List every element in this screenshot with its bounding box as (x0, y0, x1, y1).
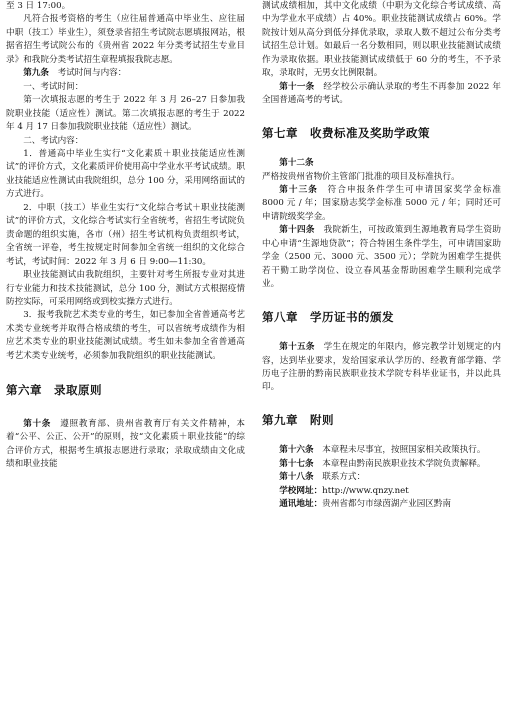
article-15 (262, 341, 501, 395)
exam-item-1: 1．普通高中毕业生实行“文化素质＋职业技能适应性测试”的评价方式，文化素质评价使用高中学业水平考试成绩。职业技能适应性测试由我院组织，总分 100 分，采用网络面试的方式进行。 (6, 148, 245, 200)
article-11-text: 经学校公示确认录取的考生不再参加 2022 年全国普通高考的考试。 (262, 81, 501, 106)
date-end-text: 至 3 日 17:00。 (6, 1, 71, 11)
article-12 (262, 157, 501, 184)
article-18 (262, 471, 501, 484)
chapter-7-title: 第七章 收费标准及奖助学政策 (262, 125, 430, 140)
chapter-8-title: 第八章 学历证书的颁发 (262, 309, 394, 324)
section-exam-time: 一、考试时间： (23, 81, 84, 92)
mailing-address (262, 498, 501, 511)
article-13 (262, 184, 501, 224)
chapter-6-title: 第六章 录取原则 (6, 383, 102, 398)
school-website (262, 485, 501, 498)
article-16 (262, 444, 501, 457)
article-9 (6, 67, 245, 80)
article-10-text: 遵照教育部、贵州省教育厅有关文件精神，本着“公平、公正、公开”的原则，按“文化素质＋职业技能”的综合评价方式，根据考生填报志愿进行录取；录取成绩由文化成绩和职业技能 (6, 418, 245, 470)
address-label: 通讯地址： (279, 499, 323, 510)
admission-continued: 测试成绩相加，其中文化成绩（中职为文化综合考试成绩、高中为学业水平成绩）占 40%。职业技能测试成绩占 60%。学院按计划从高分到低分择优录取，录取人数不超过公布分类考试招生总计划。如最后一名分数相同，则以职业技能测试成绩作为录取依据。职业技能测试成绩低于 60 分的考生，不予录取，录取时，无男女比例限制。 (262, 1, 501, 79)
article-12-label: 第十二条 (279, 158, 314, 169)
article-14-text: 我院新生，可按政策到生源地教育局学生资助中心申请“生源地贷款”；符合特困生条件学生，可申请国家助学金（2500 元、3000 元、3500 元）；学院为困难学生提供若干勤工助学岗位、设立春风基金帮助困难学生顺利完成学业。 (262, 225, 501, 290)
article-16-text: 本章程未尽事宜，按照国家相关政策执行。 (322, 445, 486, 456)
article-15-label: 第十五条 (279, 342, 315, 353)
article-11-label: 第十一条 (279, 81, 315, 92)
right-column (262, 0, 501, 512)
article-9-label: 第九条 (23, 68, 49, 79)
intro-paragraph: 凡符合报考资格的考生（应往届普通高中毕业生、应往届中职（技工）毕业生），须登录省招生考试院志愿填报网站，根据省招生考试院公布的《贵州省 2022 年分类考试招生专业目录》和我院分类考试招生章程填报我院志愿。 (6, 14, 245, 65)
left-column (6, 0, 245, 472)
website-link[interactable]: http://www.qnzy.net (322, 485, 409, 496)
exam-time-paragraph: 第一次填报志愿的考生于 2022 年 3 月 26–27 日参加我院职业技能（适应性）测试。第二次填报志愿的考生于 2022 年 4 月 17 日参加我院职业技能（适应性）测试。 (6, 95, 245, 133)
article-17 (262, 458, 501, 471)
article-14 (262, 224, 501, 291)
skill-test-paragraph: 职业技能测试由我院组织，主要针对考生所报专业对其进行专业能力和技术技能测试，总分 100 分，测试方式根据疫情防控实际，可采用网络或到校实操方式进行。 (6, 270, 245, 307)
article-13-text: 符合申报条件学生可申请国家奖学金标准 8000 元 / 年；国家励志奖学金标准 5000 元 / 年；同时还可申请院级奖学金。 (262, 184, 501, 222)
article-18-text: 联系方式： (322, 472, 366, 483)
article-18-label: 第十八条 (279, 472, 314, 483)
article-16-label: 第十六条 (279, 445, 314, 456)
article-15-text: 学生在规定的年限内，修完教学计划规定的内容，达到毕业要求，发给国家承认学历的、经教育部学籍、学历电子注册的黔南民族职业技术学院专科毕业证书，并以此具印。 (262, 342, 501, 393)
exam-item-2: 2．中职（技工）毕业生实行“文化综合考试＋职业技能测试”的评价方式，文化综合考试实行全省统考，省招生考试院负责命题的组织实施，各市（州）招生考试机构负责组织考试，全省统一评卷，考生按规定时间参加全省统一组织的文化综合考试，考试时间：2022 年 3 月 6 日 9:00—11:30。 (6, 202, 245, 267)
chapter-9-title: 第九章 附则 (262, 412, 334, 427)
exam-item-3: 3．报考我院艺术类专业的考生，如已参加全省普通高考艺术类专业统考并取得合格成绩的考生，可以省统考成绩作为相应艺术类专业的职业技能测试成绩。考生如未参加全省普通高考艺术类专业统考，必须参加我院组织的职业技能测试。 (6, 310, 245, 361)
website-label: 学校网址： (279, 485, 323, 496)
article-12-text: 严格按贵州省物价主管部门批准的项目及标准执行。 (262, 171, 460, 182)
article-14-label: 第十四条 (279, 225, 315, 236)
address-value: 贵州省都匀市绿茵湖产业园区黔南 (322, 499, 452, 510)
article-17-text: 本章程由黔南民族职业技术学院负责解释。 (322, 458, 486, 469)
article-9-text: 考试时间与内容： (57, 68, 127, 79)
article-10-label: 第十条 (23, 418, 51, 429)
article-10 (6, 418, 245, 472)
article-17-label: 第十七条 (279, 458, 314, 469)
article-11 (262, 81, 501, 108)
section-exam-content: 二、考试内容： (23, 135, 84, 146)
article-13-label: 第十三条 (279, 184, 318, 195)
